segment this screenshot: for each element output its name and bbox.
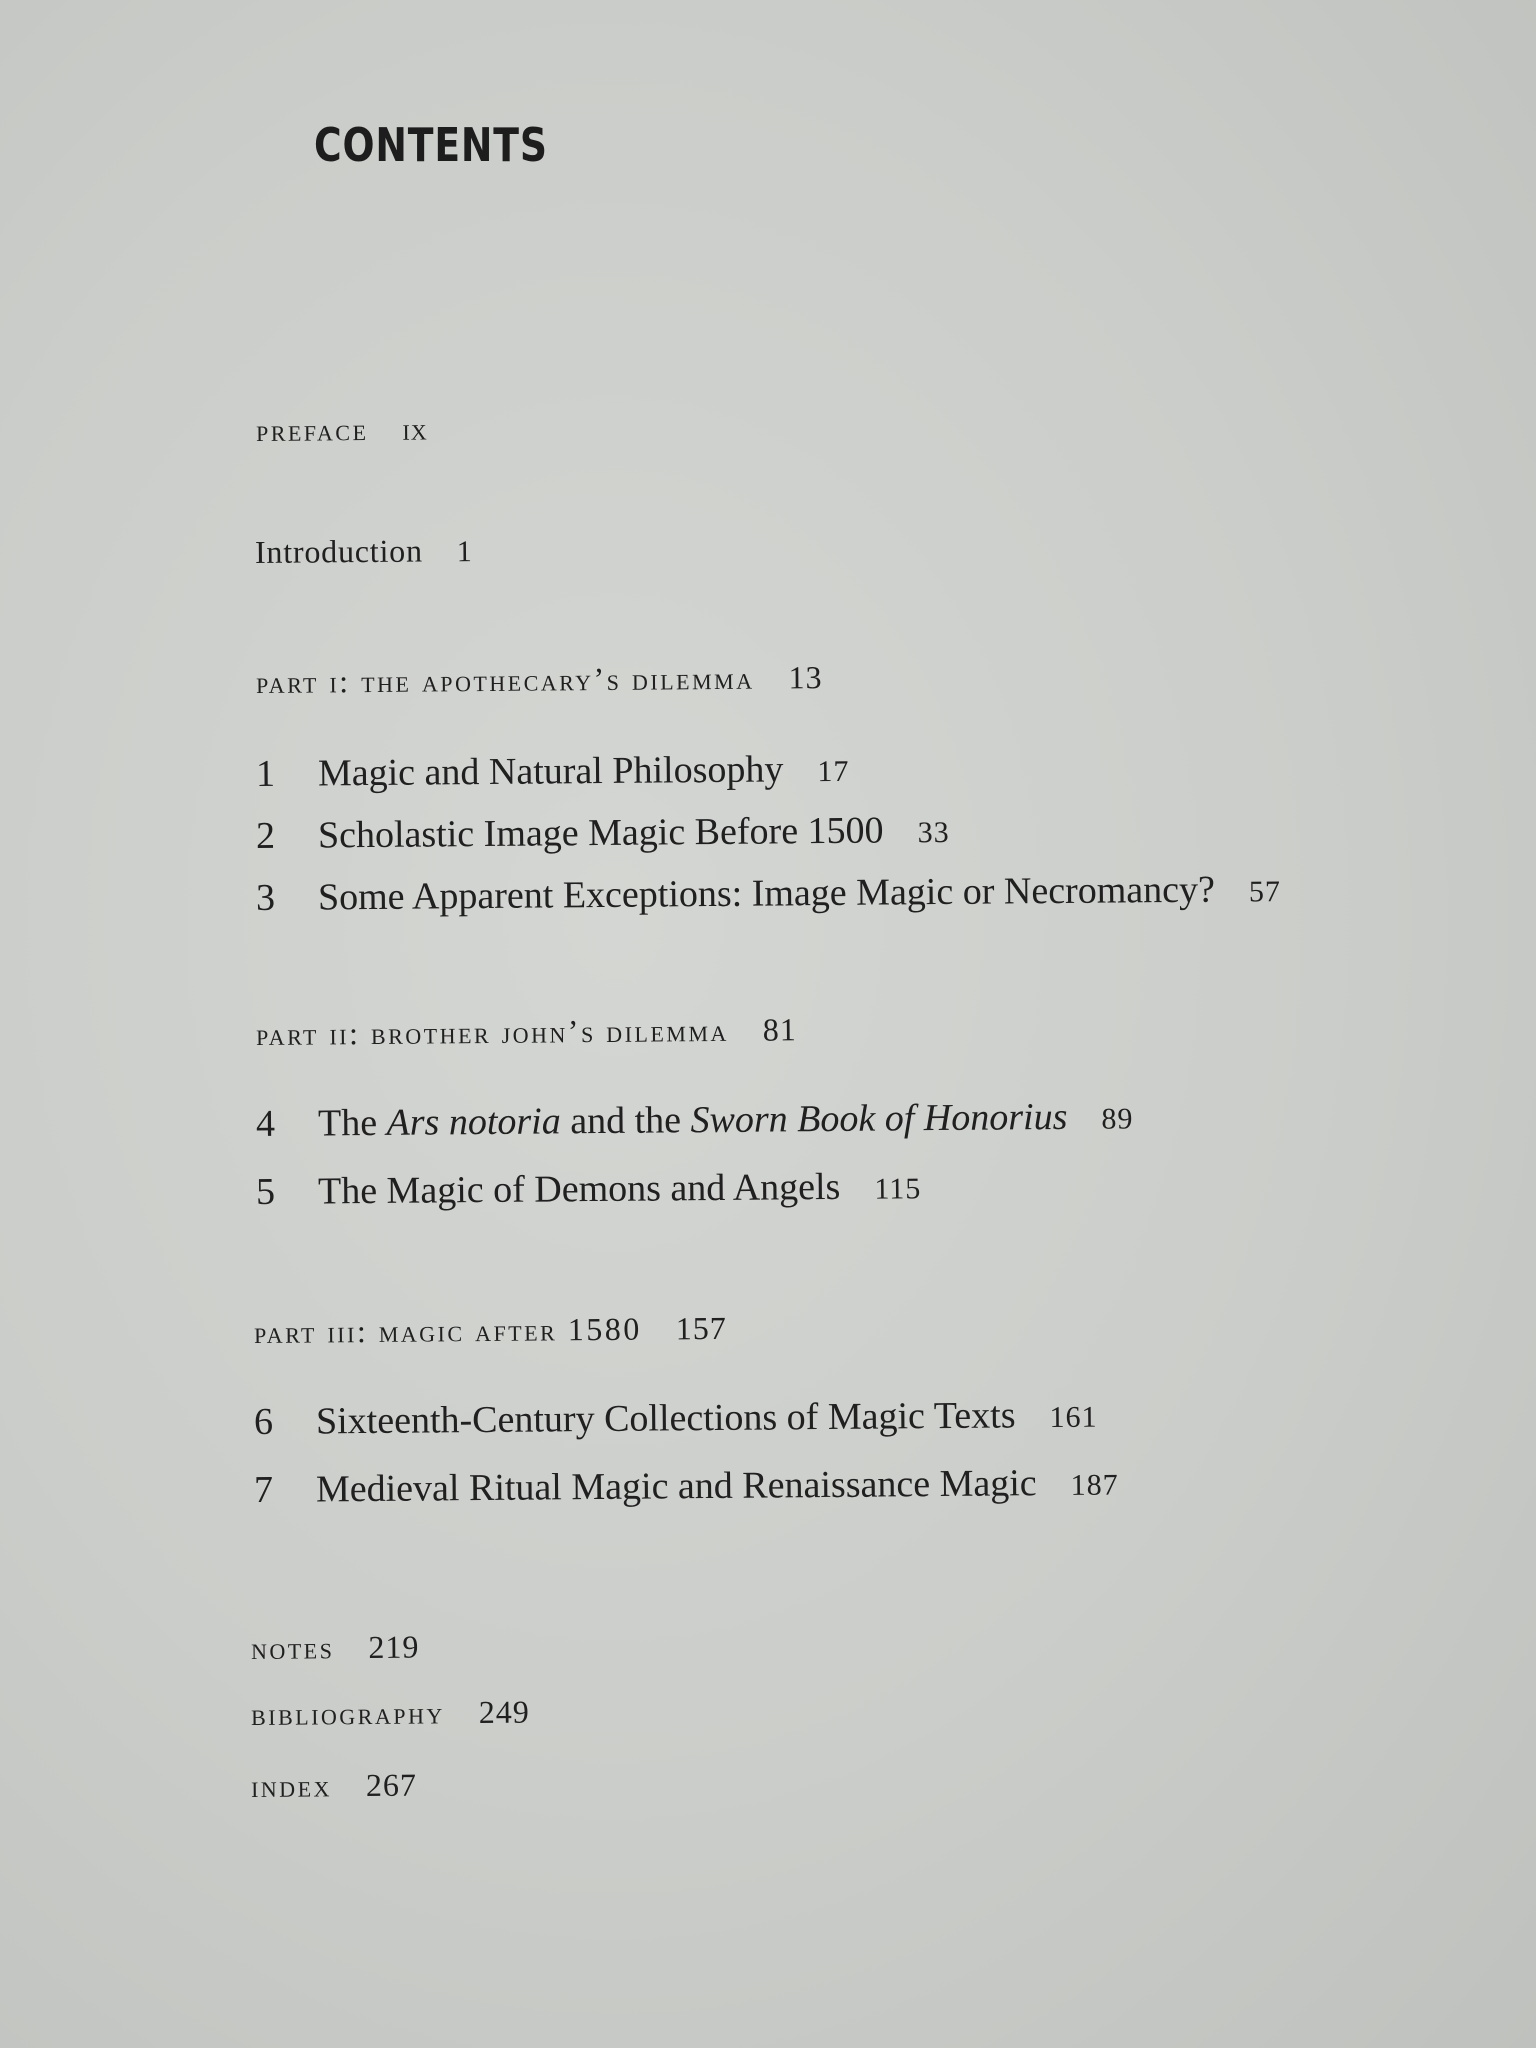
chapter-number: 2 — [255, 814, 276, 857]
toc-page-number: 57 — [1248, 875, 1282, 909]
toc-page-number: 187 — [1070, 1468, 1119, 1502]
toc-part-3 — [254, 1310, 727, 1351]
toc-page-number: 115 — [874, 1172, 922, 1206]
toc-page-number: 267 — [365, 1766, 418, 1803]
toc-chapter-4 — [256, 1094, 1134, 1146]
chapter-title-part: and the — [560, 1099, 691, 1143]
toc-entry-label: part ii: brother john’s dilemma — [255, 1011, 729, 1052]
toc-page-number: 249 — [478, 1693, 530, 1731]
toc-entry-preface — [256, 411, 428, 449]
chapter-number: 6 — [253, 1400, 274, 1443]
toc-entry-bibliography — [251, 1694, 530, 1733]
toc-chapter-5 — [256, 1164, 922, 1214]
toc-page-number: 89 — [1101, 1102, 1134, 1136]
toc-page-number: 161 — [1049, 1400, 1098, 1435]
chapter-title: Some Apparent Exceptions: Image Magic or Necromancy? — [317, 868, 1216, 919]
chapter-title: Medieval Ritual Magic and Renaissance Magic — [315, 1462, 1037, 1511]
toc-page-number: 1 — [456, 535, 473, 569]
toc-page-number: 33 — [917, 815, 950, 850]
toc-entry-notes — [251, 1629, 420, 1667]
toc-entry-label: part i: the apothecary’s dilemma — [255, 659, 755, 700]
toc-entry-label: preface — [255, 411, 369, 448]
toc-page-number: 13 — [788, 659, 823, 696]
toc-entry-introduction — [255, 532, 473, 571]
chapter-number: 3 — [255, 876, 276, 919]
toc-page-number: 17 — [817, 754, 850, 789]
chapter-number: 5 — [255, 1170, 276, 1213]
toc-entry-index — [251, 1767, 417, 1805]
toc-page-number: 219 — [368, 1628, 420, 1665]
toc-part-1 — [256, 659, 823, 701]
toc-entry-label: notes — [250, 1629, 335, 1666]
toc-chapter-6 — [254, 1393, 1098, 1444]
chapter-number: 4 — [255, 1102, 276, 1145]
chapter-title: Sixteenth-Century Collections of Magic Texts — [315, 1394, 1016, 1443]
toc-chapter-2 — [256, 808, 950, 858]
chapter-title: The Magic of Demons and Angels — [317, 1165, 841, 1213]
toc-page-number: 81 — [762, 1011, 797, 1048]
chapter-title-italic: Ars notoria — [386, 1100, 561, 1144]
toc-page-number: ix — [402, 410, 428, 447]
chapter-title: Magic and Natural Philosophy — [317, 748, 784, 795]
toc-chapter-7 — [254, 1460, 1119, 1512]
toc-chapter-1 — [256, 747, 850, 796]
chapter-title-part: The — [317, 1101, 387, 1145]
toc-chapter-3 — [256, 867, 1281, 920]
toc-entry-label: Introduction — [254, 532, 423, 570]
toc-entry-label: bibliography — [250, 1694, 445, 1732]
chapter-title-italic: Sworn Book of Honorius — [690, 1095, 1068, 1142]
toc-part-2 — [256, 1011, 797, 1053]
toc-entry-label: part iii: magic after 1580 — [253, 1310, 642, 1350]
toc-entry-label: index — [250, 1767, 333, 1804]
toc-page-number: 157 — [675, 1309, 727, 1347]
chapter-number: 1 — [255, 752, 276, 795]
chapter-number: 7 — [253, 1468, 274, 1511]
contents-heading: CONTENTS — [314, 118, 548, 172]
chapter-title: Scholastic Image Magic Before 1500 — [317, 809, 884, 857]
